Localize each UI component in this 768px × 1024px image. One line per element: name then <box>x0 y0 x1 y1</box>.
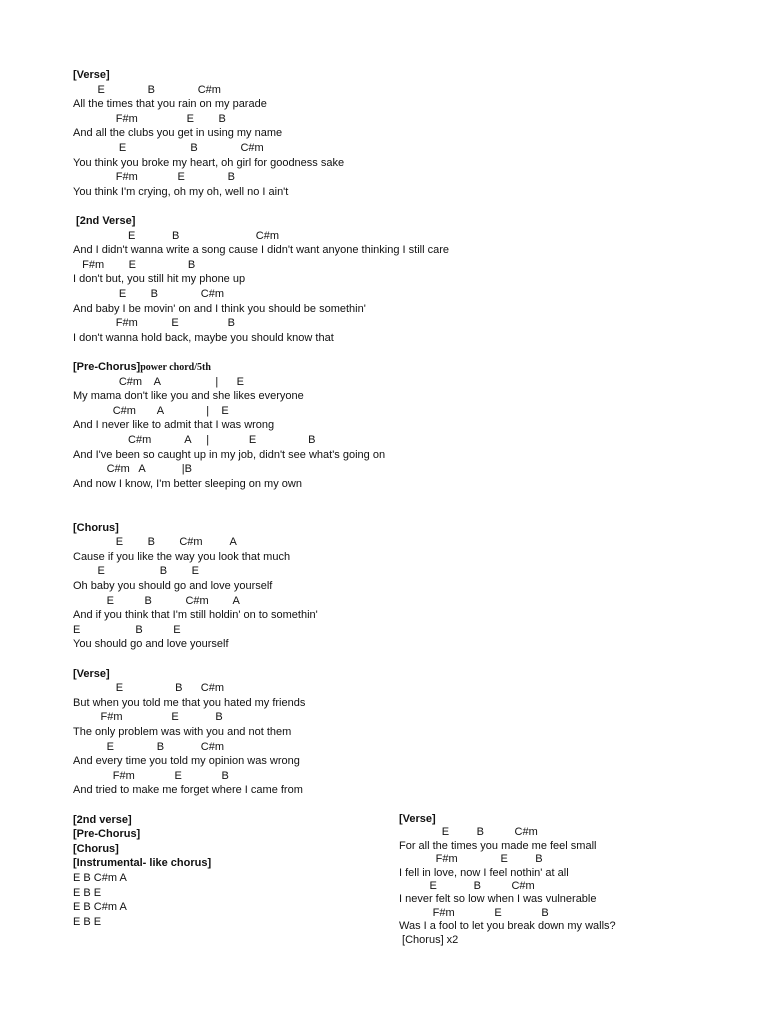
section-heading: [2nd verse] <box>73 813 132 826</box>
lyric-line: My mama don't like you and she likes everyone <box>73 390 304 403</box>
section-heading: [2nd Verse] <box>73 215 136 227</box>
lyric-line: [Chorus] x2 <box>399 933 459 946</box>
lyric-line: E B E <box>73 915 102 928</box>
section-heading: [Verse] <box>73 69 110 81</box>
chord-line: C#m A | E B <box>73 434 316 446</box>
lyric-line: Was I a fool to let you break down my walls? <box>399 920 616 933</box>
lyric-line: And tried to make me forget where I came from <box>73 784 303 797</box>
chord-line: F#m E B <box>73 711 223 724</box>
chord-line: E B C#m <box>73 229 279 242</box>
chord-line: E B C#m A <box>73 536 237 549</box>
chord-line: C#m A | E <box>73 375 244 388</box>
section-heading: [Verse] <box>399 813 436 825</box>
section-heading: [Verse] <box>73 667 110 680</box>
lyric-line: I don't but, you still hit my phone up <box>73 273 246 286</box>
section-heading: [Pre-Chorus] <box>73 828 141 841</box>
chord-line: E B E <box>73 623 181 636</box>
lyric-line: But when you told me that you hated my friends <box>73 696 306 709</box>
chord-line: F#m E B <box>73 317 235 330</box>
lyric-line: E B E <box>73 886 102 899</box>
lyric-line: And every time you told my opinion was wrong <box>73 755 300 768</box>
chord-line: C#m A | E <box>73 404 229 417</box>
chord-line: E B E <box>73 565 199 578</box>
chord-line: E B C#m <box>73 682 224 695</box>
chord-line: F#m E B <box>73 769 229 782</box>
section-heading: [Chorus] <box>73 842 119 855</box>
lyric-line: And I never like to admit that I was wrong <box>73 419 275 432</box>
lyric-line: And I've been so caught up in my job, didn't see what's going on <box>73 448 386 461</box>
chord-line: E B C#m <box>399 826 538 839</box>
lyric-line: You think I'm crying, oh my oh, well no I ain't <box>73 185 289 198</box>
chord-line: E B C#m <box>73 142 264 154</box>
section-heading: [Instrumental- like chorus] <box>73 857 212 870</box>
chord-line: C#m A |B <box>73 463 193 476</box>
chord-line: E B C#m A <box>73 594 240 607</box>
chord-line: F#m E B <box>73 258 196 271</box>
lyric-line: You think you broke my heart, oh girl for goodness sake <box>73 156 345 169</box>
chord-line: E B C#m <box>73 288 224 300</box>
lyric-line: I never felt so low when I was vulnerable <box>399 893 597 906</box>
chord-line: E B C#m <box>399 880 535 892</box>
lyric-line: And all the clubs you get in using my name <box>73 127 283 140</box>
lyric-line: I don't wanna hold back, maybe you should know that <box>73 331 334 344</box>
lyric-line: For all the times you made me feel small <box>399 839 597 852</box>
lyric-line: The only problem was with you and not them <box>73 726 292 738</box>
chord-line: F#m E B <box>399 853 543 866</box>
section-heading <box>73 361 211 374</box>
lyric-line: You should go and love yourself <box>73 638 229 651</box>
chord-line: E B C#m <box>73 83 221 96</box>
lyric-line: I fell in love, now I feel nothin' at all <box>399 866 569 879</box>
lyric-line: And if you think that I'm still holdin' on to somethin' <box>73 609 318 622</box>
lyric-line: E B C#m A <box>73 901 127 914</box>
section-heading: [Chorus] <box>73 521 119 534</box>
lyric-line: All the times that you rain on my parade <box>73 98 267 111</box>
chord-note: power chord/5th <box>140 362 211 373</box>
lyric-line: Cause if you like the way you look that much <box>73 550 291 563</box>
section-heading-label: [Pre-Chorus] <box>73 361 141 373</box>
lyric-line: And baby I be movin' on and I think you should be somethin' <box>73 302 366 315</box>
chord-line: F#m E B <box>73 112 226 125</box>
lyric-line: E B C#m A <box>73 872 127 884</box>
lyric-line: And I didn't wanna write a song cause I didn't want anyone thinking I still care <box>73 244 449 257</box>
chord-line: F#m E B <box>73 171 235 184</box>
lyric-line: Oh baby you should go and love yourself <box>73 580 273 592</box>
lyric-line: And now I know, I'm better sleeping on my own <box>73 477 302 490</box>
chord-line: E B C#m <box>73 740 224 753</box>
chord-line: F#m E B <box>399 906 549 919</box>
